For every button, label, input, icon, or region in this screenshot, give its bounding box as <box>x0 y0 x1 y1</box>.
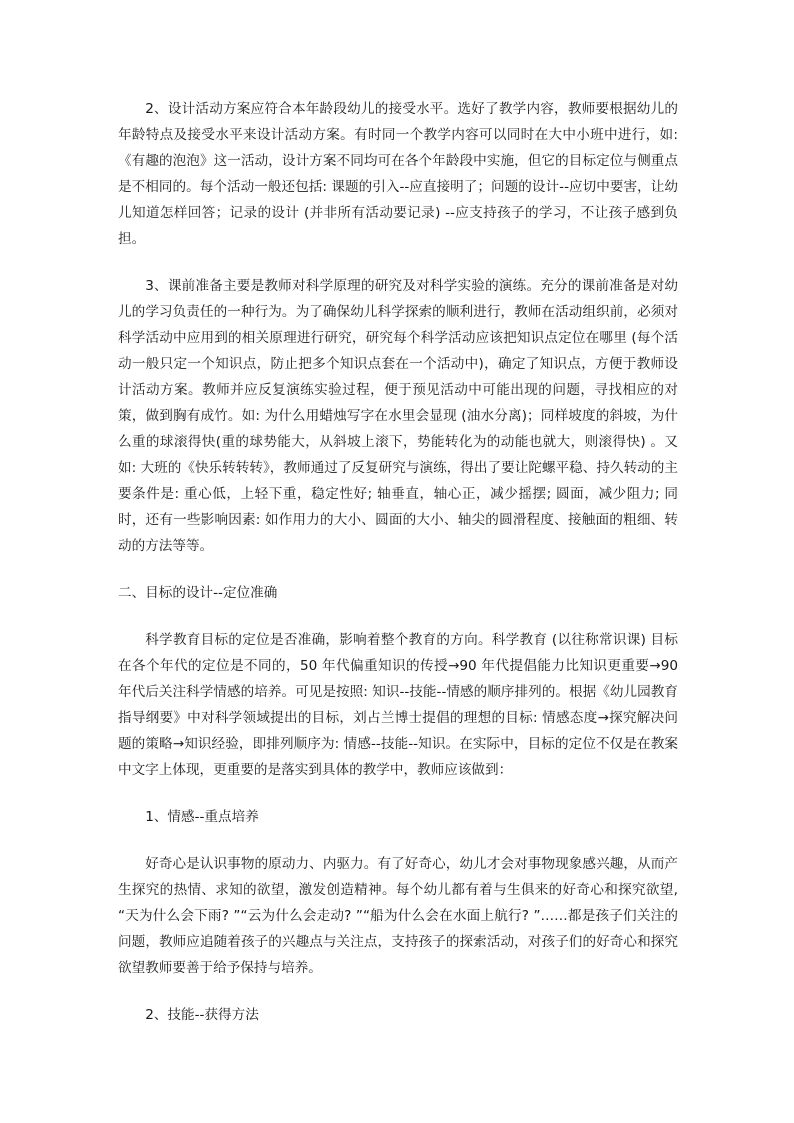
paragraph-goal-positioning: 科学教育目标的定位是否准确，影响着整个教育的方向。科学教育 (以往称常识课) 目标在各个年代的定位是不同的，50 年代偏重知识的传授→90 年代提倡能力比知识更重要→90 年代后关注科学情感的培养。可见是按照: 知识--技能--情感的顺序排列的。根据《幼儿园教育指导纲要》中对科学领域提出的目标，刘占兰博士提倡的理想的目标: 情感态度→探究解决问题的策略→知识经验，即排列顺序为: 情感--技能--知识。在实际中，目标的定位不仅是在教案中文字上体现，更重要的是落实到具体的教学中，教师应该做到： <box>118 632 678 778</box>
paragraph-lesson-preparation: 3、课前准备主要是教师对科学原理的研究及对科学实验的演练。充分的课前准备是对幼儿的学习负责任的一种行为。为了确保幼儿科学探索的顺利进行，教师在活动组织前，必须对科学活动中应用到的相关原理进行研究，研究每个科学活动应该把知识点定位在哪里 (每个活动一般只定一个知识点，防止把多个知识点套在一个活动中)，确定了知识点，方便于教师设计活动方案。教师并应反复演练实验过程，便于预见活动中可能出现的问题，寻找相应的对策，做到胸有成竹。如: 为什么用蜡烛写字在水里会显现 (油水分离)；同样坡度的斜坡，为什么重的球滚得快(重的球势能大，从斜坡上滚下，势能转化为的动能也就大，则滚得快) 。又如: 大班的《快乐转转转》，教师通过了反复研究与演练，得出了要让陀螺平稳、持久转动的主要条件是: 重心低，上轻下重，稳定性好; 轴垂直，轴心正，减少摇摆; 圆面，减少阻力; 同时，还有一些影响因素: 如作用力的大小、圆面的大小、轴尖的圆滑程度、接触面的粗细、转动的方法等等。 <box>118 278 678 554</box>
paragraph-curiosity: 好奇心是认识事物的原动力、内驱力。有了好奇心，幼儿才会对事物现象感兴趣，从而产生探究的热情、求知的欲望，激发创造精神。每个幼儿都有着与生俱来的好奇心和探究欲望, “天为什么会下雨? ”“云为什么会走动? ”“船为什么会在水面上航行? ”……都是孩子们关注的问题，教师应追随着孩子的兴趣点与关注点，支持孩子的探索活动，对孩子们的好奇心和探究欲望教师要善于给予保持与培养。 <box>118 856 678 976</box>
subheading-emotion: 1、情感--重点培养 <box>145 809 259 825</box>
subheading-skills: 2、技能--获得方法 <box>145 1007 259 1023</box>
section-heading-goal-design: 二、目标的设计--定位准确 <box>118 585 278 601</box>
document-body <box>118 96 678 1049</box>
paragraph-activity-plan: 2、设计活动方案应符合本年龄段幼儿的接受水平。选好了教学内容，教师要根据幼儿的年龄特点及接受水平来设计活动方案。有时同一个教学内容可以同时在大中小班中进行，如:《有趣的泡泡》这一活动，设计方案不同均可在各个年龄段中实施，但它的目标定位与侧重点是不相同的。每个活动一般还包括: 课题的引入--应直接明了；问题的设计--应切中要害，让幼儿知道怎样回答；记录的设计 (并非所有活动要记录) --应支持孩子的学习，不让孩子感到负担。 <box>118 101 678 247</box>
